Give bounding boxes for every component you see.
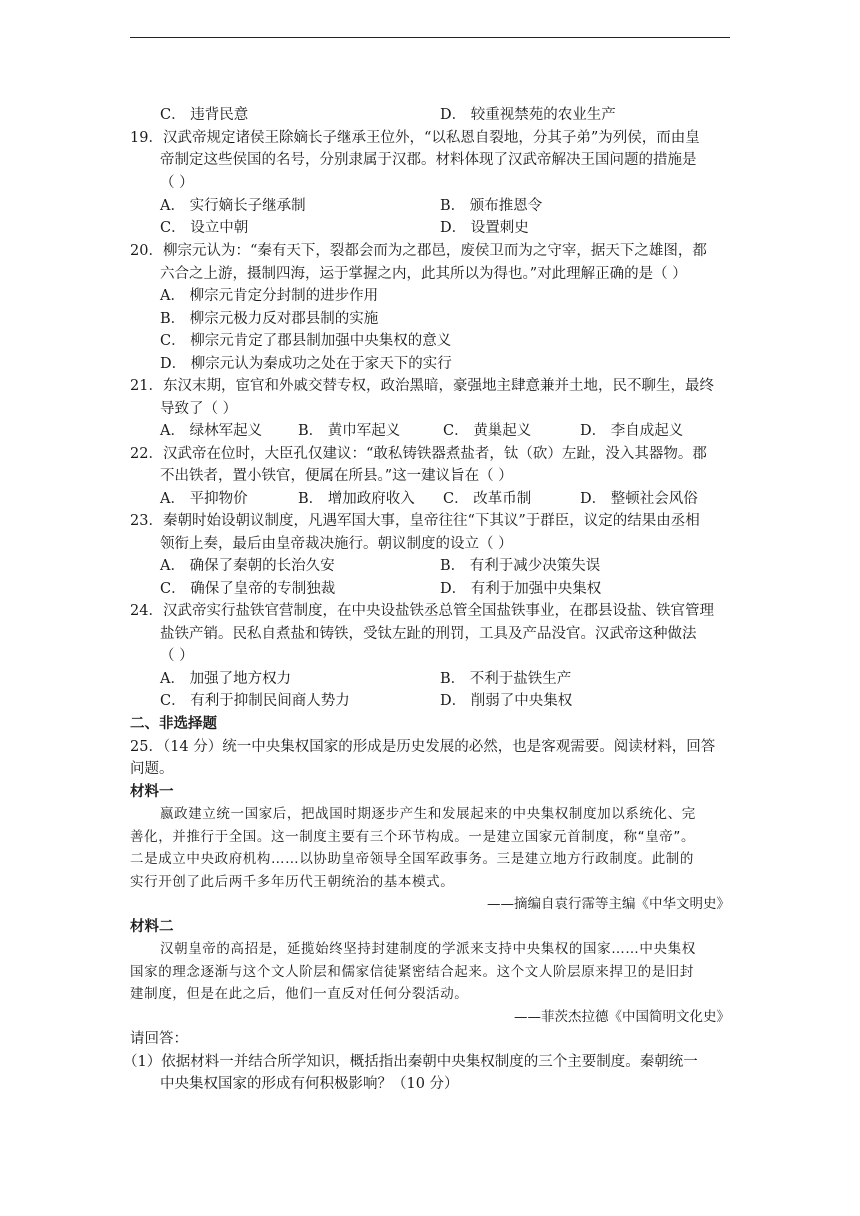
- q21-stem-line2: 导致了（ ）: [160, 401, 238, 417]
- material-2-title: 材料二: [130, 918, 174, 935]
- q23-stem-line1: 23．秦朝时始设朝议制度，凡遇军国大事，皇帝往往“下其议”于群臣，议定的结果由丞相: [130, 513, 700, 529]
- q19-option-d: D． 设置刺史: [440, 220, 529, 236]
- answer-prompt: 请回答：: [130, 1031, 188, 1047]
- q22-option-c: C． 改革币制: [443, 491, 532, 507]
- q22-option-a: A． 平抑物价: [160, 491, 248, 507]
- q25-stem-line2: 问题。: [130, 761, 174, 777]
- q22-stem-line1: 22．汉武帝在位时，大臣孔仅建议：“敢私铸铁器煮盐者，钛（砍）左趾，没入其器物。郡: [130, 446, 707, 462]
- q23-option-c: C． 确保了皇帝的专制独裁: [160, 581, 336, 597]
- material-2-line3: 建制度，但是在此之后，他们一直反对任何分裂活动。: [130, 986, 469, 1002]
- q21-stem-line1: 21．东汉末期，宦官和外戚交替专权，政治黑暗，豪强地主肆意兼并土地，民不聊生，最终: [130, 378, 714, 394]
- q20-option-d: D． 柳宗元认为秦成功之处在于家天下的实行: [160, 356, 452, 372]
- q22-option-d: D． 整顿社会风俗: [580, 491, 698, 507]
- q24-stem-line3: （ ）: [160, 648, 194, 664]
- material-2-source: ——菲茨杰拉德《中国简明文化史》: [514, 1009, 730, 1025]
- q24-stem-line1: 24．汉武帝实行盐铁官营制度，在中央设盐铁丞总管全国盐铁事业，在郡县设盐、铁官管理: [130, 603, 714, 619]
- q20-option-c: C． 柳宗元肯定了郡县制加强中央集权的意义: [160, 333, 452, 349]
- q25-stem-line1: 25．（14 分）统一中央集权国家的形成是历史发展的必然，也是客观需要。阅读材料，回答: [130, 739, 716, 755]
- q22-option-b: B． 增加政府收入: [298, 491, 415, 507]
- header-rule: [130, 37, 730, 38]
- q24-option-d: D． 削弱了中央集权: [440, 693, 573, 709]
- material-1-line4: 实行开创了此后两千多年历代王朝统治的基本模式。: [130, 874, 455, 890]
- q22-stem-line2: 不出铁者，置小铁官，便属在所县。”这一建议旨在（ ）: [160, 468, 513, 484]
- q19-stem-line2: 帝制定这些侯国的名号，分别隶属于汉郡。材料体现了汉武帝解决王国问题的措施是: [160, 152, 697, 168]
- q19-option-a: A． 实行嫡长子继承制: [160, 198, 306, 214]
- q19-option-c: C． 设立中朝: [160, 220, 249, 236]
- q18-option-d: D． 较重视禁苑的农业生产: [440, 107, 616, 123]
- q19-stem-line3: （ ）: [160, 175, 194, 191]
- material-1-line1: 嬴政建立统一国家后，把战国时期逐步产生和发展起来的中央集权制度加以系统化、完: [160, 806, 696, 822]
- material-1-source: ——摘编自袁行霈等主编《中华文明史》: [487, 896, 730, 912]
- q24-option-a: A． 加强了地方权力: [160, 671, 292, 687]
- q24-option-b: B． 不利于盐铁生产: [440, 671, 572, 687]
- material-1-line3: 二是成立中央政府机构……以协助皇帝领导全国军政事务。三是建立地方行政制度。此制的: [130, 851, 694, 867]
- q19-stem-line1: 19．汉武帝规定诸侯王除嫡长子继承王位外，“以私恩自裂地，分其子弟”为列侯，而由皇: [130, 130, 700, 146]
- sub-question-1-line2: 中央集权国家的形成有何积极影响？（10 分）: [160, 1076, 459, 1092]
- material-1-line2: 善化，并推行于全国。这一制度主要有三个环节构成。一是建立国家元首制度，称“皇帝”。: [130, 829, 696, 845]
- q21-option-c: C． 黄巢起义: [443, 423, 532, 439]
- q20-stem-line2: 六合之上游，摄制四海，运于掌握之内，此其所以为得也。”对此理解正确的是（ ）: [160, 266, 687, 282]
- q21-option-b: B． 黄巾军起义: [298, 423, 401, 439]
- q19-option-b: B． 颁布推恩令: [440, 198, 543, 214]
- q21-option-d: D． 李自成起义: [580, 423, 684, 439]
- q23-option-b: B． 有利于减少决策失误: [440, 558, 601, 574]
- q21-option-a: A． 绿林军起义: [160, 423, 263, 439]
- q18-option-c: C． 违背民意: [160, 107, 249, 123]
- q20-stem-line1: 20．柳宗元认为：“秦有天下，裂都会而为之郡邑，废侯卫而为之守宰，据天下之雄图，都: [130, 243, 707, 259]
- material-2-line2: 国家的理念逐渐与这个文人阶层和儒家信徒紧密结合起来。这个文人阶层原来捍卫的是旧封: [130, 964, 694, 980]
- q23-option-d: D． 有利于加强中央集权: [440, 581, 602, 597]
- q24-stem-line2: 盐铁产销。民私自煮盐和铸铁，受钛左趾的刑罚，工具及产品没官。汉武帝这种做法: [160, 626, 697, 642]
- q23-option-a: A． 确保了秦朝的长治久安: [160, 558, 335, 574]
- material-2-line1: 汉朝皇帝的高招是，延揽始终坚持封建制度的学派来支持中央集权的国家……中央集权: [160, 941, 696, 957]
- q20-option-a: A． 柳宗元肯定分封制的进步作用: [160, 288, 379, 304]
- section-heading: 二、非选择题: [130, 715, 217, 732]
- q23-stem-line2: 领衔上奏，最后由皇帝裁决施行。朝议制度的设立（ ）: [160, 536, 513, 552]
- sub-question-1-line1: （1）依据材料一并结合所学知识，概括指出秦朝中央集权制度的三个主要制度。秦朝统一: [123, 1054, 698, 1070]
- q20-option-b: B． 柳宗元极力反对郡县制的实施: [160, 311, 379, 327]
- q24-option-c: C． 有利于抑制民间商人势力: [160, 693, 350, 709]
- material-1-title: 材料一: [130, 783, 174, 800]
